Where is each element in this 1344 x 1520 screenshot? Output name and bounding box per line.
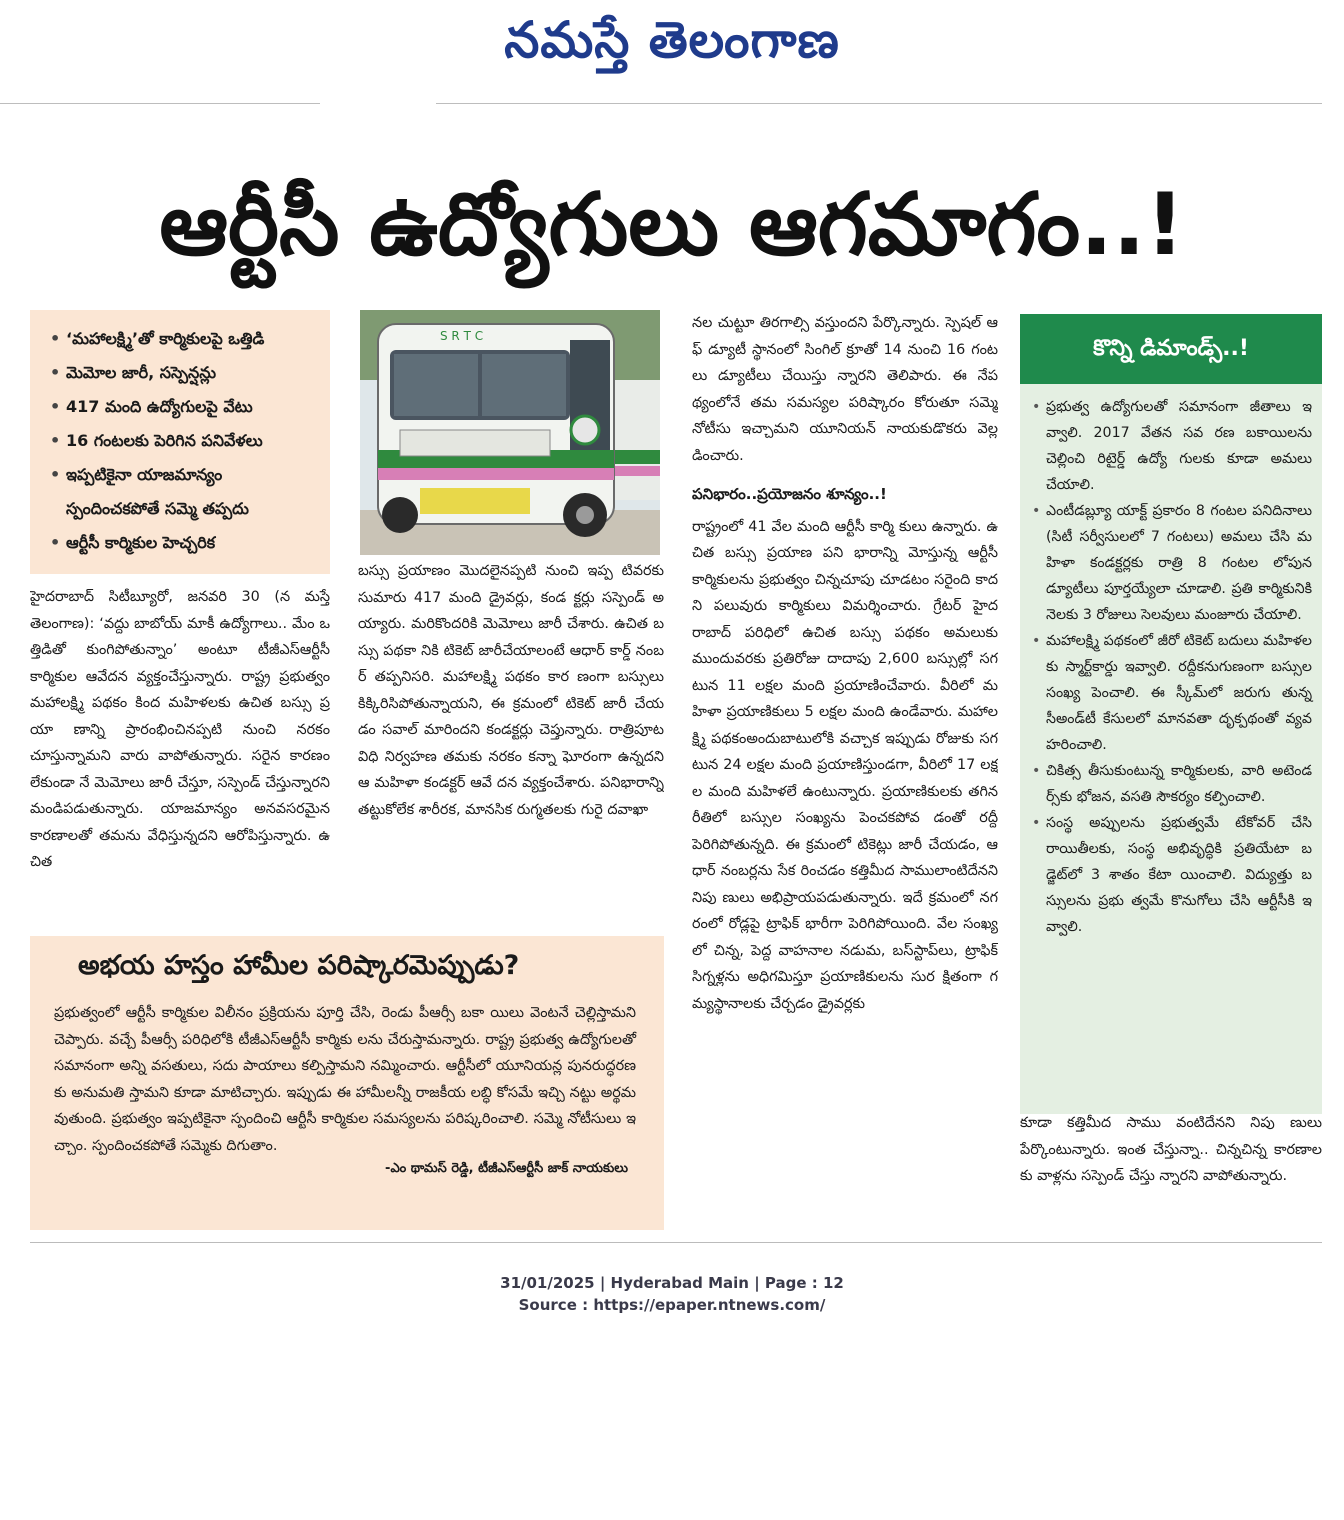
highlight-item: • 16 గంటలకు పెరిగిన పనివేళలు (50, 424, 322, 458)
column-3-intro: నల చుట్టూ తిరగాల్సి వస్తుందని పేర్కొన్నారు. స్పెషల్ ఆఫ్ డ్యూటీ స్థానంలో సింగిల్ క్రూతో 14 నుంచి 16 గంటలు డ్యూటీలు చేయిస్తు న్నారని తెలిపారు. ఈ నేపథ్యంలోనే తమ సమస్యల పరిష్కారం కోరుతూ సమ్మె నోటీసు ఇచ్చామని యూనియన్ నాయకుడొకరు వెల్ల డించారు. (692, 315, 998, 464)
masthead-rule-right (436, 103, 1322, 104)
quote-signature: -ఎం థామస్ రెడ్డి, టీజీఎస్ఆర్టీసీ జాక్ నాయకులు (385, 1161, 628, 1176)
footer-edition: 31/01/2025 | Hyderabad Main | Page : 12 (500, 1274, 844, 1292)
demands-list (1020, 384, 1322, 940)
demand-item: • మహాలక్ష్మి పథకంలో జీరో టికెట్ బదులు మహిళలకు స్మార్ట్‌కార్డు ఇవ్వాలి. రద్దీకనుగుణంగా బస్సుల సంఖ్య పెంచాలి. ఈ స్కీమ్‌లో జరుగు తున్న సీఅండ్‌టీ కేసులలో మానవతా దృక్పథంతో వ్యవహరించాలి. (1046, 628, 1312, 758)
highlight-item-continued: స్పందించకపోతే సమ్మె తప్పదు (66, 499, 249, 518)
highlight-item: • ఆర్టీసీ కార్మికుల హెచ్చరిక (50, 526, 322, 560)
highlight-item: • మెమోల జారీ, సస్పెన్షన్లు (50, 356, 322, 390)
highlight-item: • ఇప్పటికైనా యాజమాన్యం (50, 458, 322, 492)
quote-box-body: ప్రభుత్వంలో ఆర్టీసీ కార్మికుల విలీనం ప్రక్రియను పూర్తి చేసి, రెండు పీఆర్సీ బకా యిలు వెంటనే చెల్లిస్తామని చెప్పారు. వచ్చే పీఆర్సీ పరిధిలోకి టీజీఎస్ఆర్టీసీ కార్మికు లను చేరుస్తామన్నారు. రాష్ట్ర ప్రభుత్వ ఉద్యోగులతో సమానంగా అన్ని వసతులు, సదు పాయాలు కల్పిస్తామని నమ్మించారు. ఆర్టీసీలో యూనియన్ల పునరుద్ధరణకు అనుమతి స్తామని కూడా మాటిచ్చారు. ఇప్పుడు ఈ హామీలన్నీ రాజకీయ లబ్ధి కోసమే ఇచ్చి నట్టు అర్థమవుతుంది. ప్రభుత్వం ఇప్పటికైనా స్పందించి ఆర్టీసీ కార్మికుల సమస్యలను పరిష్కరించాలి. సమ్మె నోటీసులు ఇచ్చాం. స్పందించకపోతే సమ్మెకు దిగుతాం. (54, 1005, 636, 1154)
footer-source: Source : https://epaper.ntnews.com/ (518, 1296, 826, 1314)
highlights-list (30, 310, 330, 560)
demands-box (1020, 314, 1322, 1114)
highlight-item: • ‘మహాలక్ష్మి’తో కార్మికులపై ఒత్తిడి (50, 322, 322, 356)
article-column-4: కూడా కత్తిమీద సాము వంటిదేనని నిపు ణులు పేర్కొంటున్నారు. ఇంత చేస్తున్నా.. చిన్నచిన్న కారణాలకు వాళ్లను సస్పెండ్ చేస్తు న్నారని వాపోతున్నారు. (1020, 1115, 1322, 1184)
bus-route-board: S R T C (440, 329, 484, 343)
article-column-1: హైదరాబాద్ సిటీబ్యూరో, జనవరి 30 (న మస్తే తెలంగాణ): ‘వద్దు బాబోయ్ మాకీ ఉద్యోగాలు.. మేం ఒత్తిడితో కుంగిపోతున్నాం’ అంటూ టీజీఎస్ఆర్టీసీ కార్మికుల ఆవేదన వ్యక్తంచేస్తున్నారు. రాష్ట్ర ప్రభుత్వం మహాలక్ష్మి పథకం కింద మహిళలకు ఉచిత బస్సు ప్రయా ణాన్ని ప్రారంభించినప్పటి నుంచి నరకం చూస్తున్నామని వారు వాపోతున్నారు. సరైన కారణం లేకుండా నే మెమోలు జారీ చేస్తూ, సస్పెండ్ చేస్తున్నారని మండిపడుతున్నారు. యాజమాన్యం అనవసరమైన కారణాలతో తమను వేధిస్తున్నదని ఆరోపిస్తున్నారు. ఉచిత (30, 589, 330, 870)
demand-item: • ఎంటీడబ్ల్యూ యాక్ట్ ప్రకారం 8 గంటల పనిదినాలు (సిటీ సర్వీసులలో 7 గంటలు) అమలు చేసి మహిళా కండక్టర్లకు రాత్రి 8 గంటల లోపున డ్యూటీలు పూర్తయ్యేలా చూడాలి. ప్రతి కార్మికునికి నెలకు 3 రోజులు సెలవులు మంజూరు చేయాలి. (1046, 498, 1312, 628)
masthead-rule-left (0, 103, 320, 104)
highlights-box (30, 310, 330, 574)
page-footer (0, 1272, 1344, 1316)
quote-box (30, 936, 664, 1230)
demand-item: • సంస్థ అప్పులను ప్రభుత్వమే టేకోవర్ చేసి రాయితీలకు, సంస్థ అభివృద్ధికి ప్రతియేటా బడ్జెట్‌లో 3 శాతం కేటా యించాలి. విద్యుత్తు బస్సులను ప్రభు త్వమే కొనుగోలు చేసి ఆర్టీసీకి ఇవ్వాలి. (1046, 810, 1312, 940)
footer-rule (30, 1242, 1322, 1243)
demand-item: • చికిత్స తీసుకుంటున్న కార్మికులకు, వారి అటెండర్స్‌కు భోజన, వసతి సౌకర్యం కల్పించాలి. (1046, 758, 1312, 810)
newspaper-logo: నమస్తే తెలంగాణ (504, 10, 840, 69)
demands-title: కొన్ని డిమాండ్స్..! (1020, 314, 1322, 384)
column-3-body: రాష్ట్రంలో 41 వేల మంది ఆర్టీసీ కార్మి కులు ఉన్నారు. ఉచిత బస్సు ప్రయాణ పని భారాన్ని మోస్తున్న ఆర్టీసీ కార్మికులను ప్రభుత్వం చిన్నచూపు చూడటం సరైంది కాదని పలువురు కార్మికులు విమర్శించారు. గ్రేటర్ హైదరాబాద్ పరిధిలో ఉచిత బస్సు పథకం అమలుకు ముందువరకు ప్రతిరోజు దాదాపు 2,600 బస్సుల్లో సగటున 11 లక్షల మంది ప్రయాణించేవారు. వీరిలో మహిళా ప్రయాణికులు 5 లక్షల మంది ఉండేవారు. మహాలక్ష్మి పథకంఅందుబాటులోకి వచ్చాక ఇప్పుడు రోజుకు సగటున 24 లక్షల మంది ప్రయాణిస్తుండగా, వీరిలో 17 లక్షల మంది మహిళలే ఉంటున్నారు. ప్రయాణికులకు తగిన రీతిలో బస్సుల సంఖ్యను పెంచకపోవ డంతో రద్దీ పెరిగిపోతున్నది. ఈ క్రమంలో టికెట్లు జారీ చేయడం, ఆధార్ నంబర్లను సేక రించడం కత్తిమీద సాములాంటిదేనని నిపు ణులు అభిప్రాయపడుతున్నారు. ఇదే క్రమంలో నగరంలో రోడ్లపై ట్రాఫిక్ భారీగా పెరిగిపోయింది. వేల సంఖ్యలో చిన్న, పెద్ద వాహనాల నడుమ, బస్‌స్టాప్‌లు, ట్రాఫిక్ సిగ్నళ్లను అధిగమిస్తూ ప్రయాణికులను సుర క్షితంగా గమ్యస్థానాలకు చేర్చడం డ్రైవర్లకు (692, 518, 998, 1012)
masthead (0, 0, 1344, 80)
highlight-item: • 417 మంది ఉద్యోగులపై వేటు (50, 390, 322, 424)
subheading: పనిభారం..ప్రయోజనం శూన్యం..! (692, 485, 887, 503)
bus-illustration (360, 310, 660, 555)
bus-photo (360, 310, 660, 555)
article-column-3 (692, 310, 998, 1520)
quote-box-title: అభయ హస్తం హామీల పరిష్కారమెప్పుడు? (78, 950, 520, 981)
article-column-2: బస్సు ప్రయాణం మొదలైనప్పటి నుంచి ఇప్ప టివరకు సుమారు 417 మంది డ్రైవర్లు, కండ క్టర్లు సస్పెండ్ అయ్యారు. మరికొందరికి మెమోలు జారీ చేశారు. ఉచిత బస్సు పథకా నికి టికెట్ జారీచేయాలంటే ఆధార్ కార్డ్ నంబర్ తప్పనిసరి. మహాలక్ష్మి పథకం కార ణంగా బస్సులు కిక్కిరిసిపోతున్నాయని, ఈ క్రమంలో టికెట్ జారీ చేయడం సవాల్ మారిందని కండక్టర్లు చెప్తున్నారు. రాత్రిపూట విధి నిర్వహణ తమకు నరకం కన్నా ఘోరంగా ఉన్నదని ఆ మహిళా కండక్టర్ ఆవే దన వ్యక్తంచేశారు. పనిభారాన్ని తట్టుకోలేక శారీరక, మానసిక రుగ్మతలకు గురై దవాఖా (358, 563, 664, 818)
headline-text: ఆర్టీసీ ఉద్యోగులు ఆగమాగం..! (159, 175, 1185, 275)
headline (20, 150, 1324, 300)
demand-item: • ప్రభుత్వ ఉద్యోగులతో సమానంగా జీతాలు ఇవ్వాలి. 2017 వేతన సవ రణ బకాయిలను చెల్లించి రిటైర్డ్ ఉద్యో గులకు కూడా అమలు చేయాలి. (1046, 394, 1312, 498)
